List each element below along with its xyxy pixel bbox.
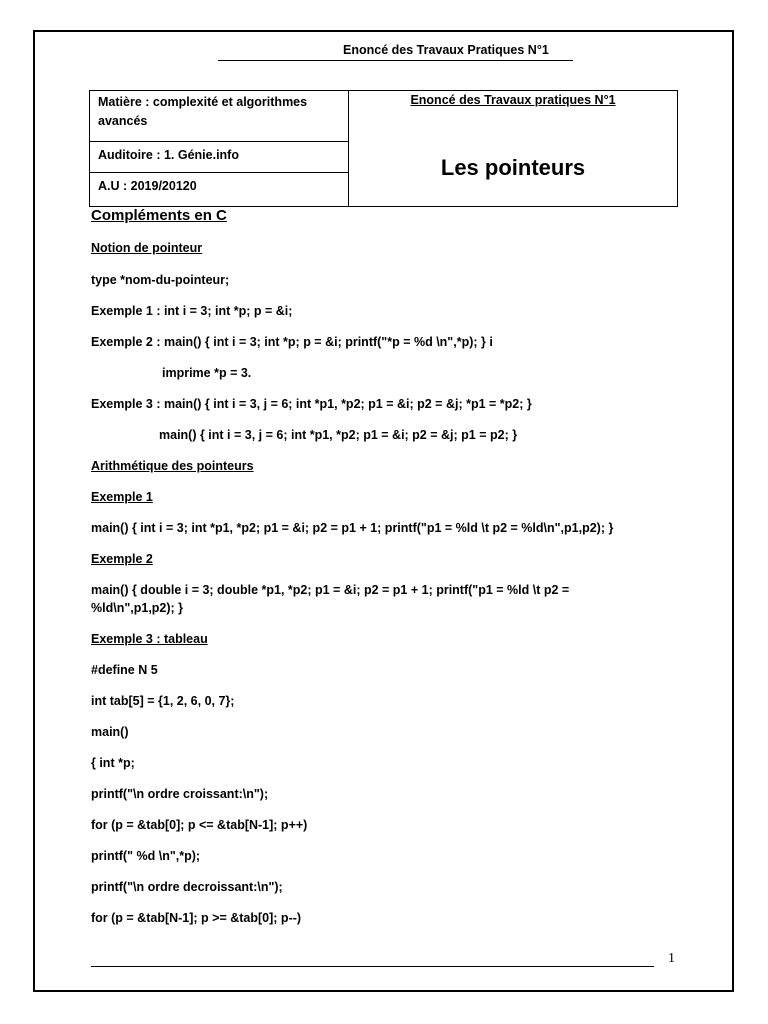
page-number: 1 [668, 951, 675, 966]
annee-text: A.U : 2019/20120 [98, 179, 197, 193]
arith-example-1-title: Exemple 1 [91, 490, 153, 504]
header-rule [218, 60, 573, 61]
title-cell [349, 91, 678, 207]
arith-example-1-code: main() { int i = 3; int *p1, *p2; p1 = &i; p2 = p1 + 1; printf("p1 = %ld \t p2 = %ld\n",p1,p2); } [91, 521, 614, 535]
code-line: main() [91, 725, 129, 739]
info-table [89, 90, 678, 207]
code-line: for (p = &tab[0]; p <= &tab[N-1]; p++) [91, 818, 308, 832]
example-3-continued: main() { int i = 3, j = 6; int *p1, *p2; p1 = &i; p2 = &j; p1 = p2; } [159, 428, 518, 442]
arith-example-3-title: Exemple 3 : tableau [91, 632, 208, 646]
example-1: Exemple 1 : int i = 3; int *p; p = &i; [91, 304, 293, 318]
tp-subtitle: Enoncé des Travaux pratiques N°1 [410, 93, 616, 107]
auditoire-cell [90, 142, 349, 173]
code-line: { int *p; [91, 756, 135, 770]
arith-title: Arithmétique des pointeurs [91, 459, 254, 473]
code-line: printf("\n ordre croissant:\n"); [91, 787, 269, 801]
example-2-continued: imprime *p = 3. [162, 366, 252, 380]
footer-rule [91, 966, 654, 967]
code-line: for (p = &tab[N-1]; p >= &tab[0]; p--) [91, 911, 302, 925]
example-3: Exemple 3 : main() { int i = 3, j = 6; int *p1, *p2; p1 = &i; p2 = &j; *p1 = *p2; } [91, 397, 532, 411]
example-2: Exemple 2 : main() { int i = 3; int *p; p = &i; printf("*p = %d \n",*p); } i [91, 335, 493, 349]
header-title: Enoncé des Travaux Pratiques N°1 [343, 43, 549, 57]
pointer-declaration: type *nom-du-pointeur; [91, 273, 230, 287]
tp-title: Les pointeurs [440, 155, 586, 180]
code-line: printf("\n ordre decroissant:\n"); [91, 880, 283, 894]
code-line: printf(" %d \n",*p); [91, 849, 201, 863]
code-line: #define N 5 [91, 663, 158, 677]
notion-title: Notion de pointeur [91, 241, 203, 255]
arith-example-2-code-continued: %ld\n",p1,p2); } [91, 601, 184, 615]
matiere-cell [90, 91, 349, 142]
annee-cell [90, 173, 349, 207]
auditoire-text: Auditoire : 1. Génie.info [98, 148, 239, 162]
code-line: int tab[5] = {1, 2, 6, 0, 7}; [91, 694, 235, 708]
arith-example-2-code: main() { double i = 3; double *p1, *p2; p1 = &i; p2 = p1 + 1; printf("p1 = %ld \t p2 = [91, 583, 570, 597]
section-title: Compléments en C [91, 207, 227, 224]
matiere-text: Matière : complexité et algorithmes avancés [98, 95, 308, 128]
arith-example-2-title: Exemple 2 [91, 552, 153, 566]
